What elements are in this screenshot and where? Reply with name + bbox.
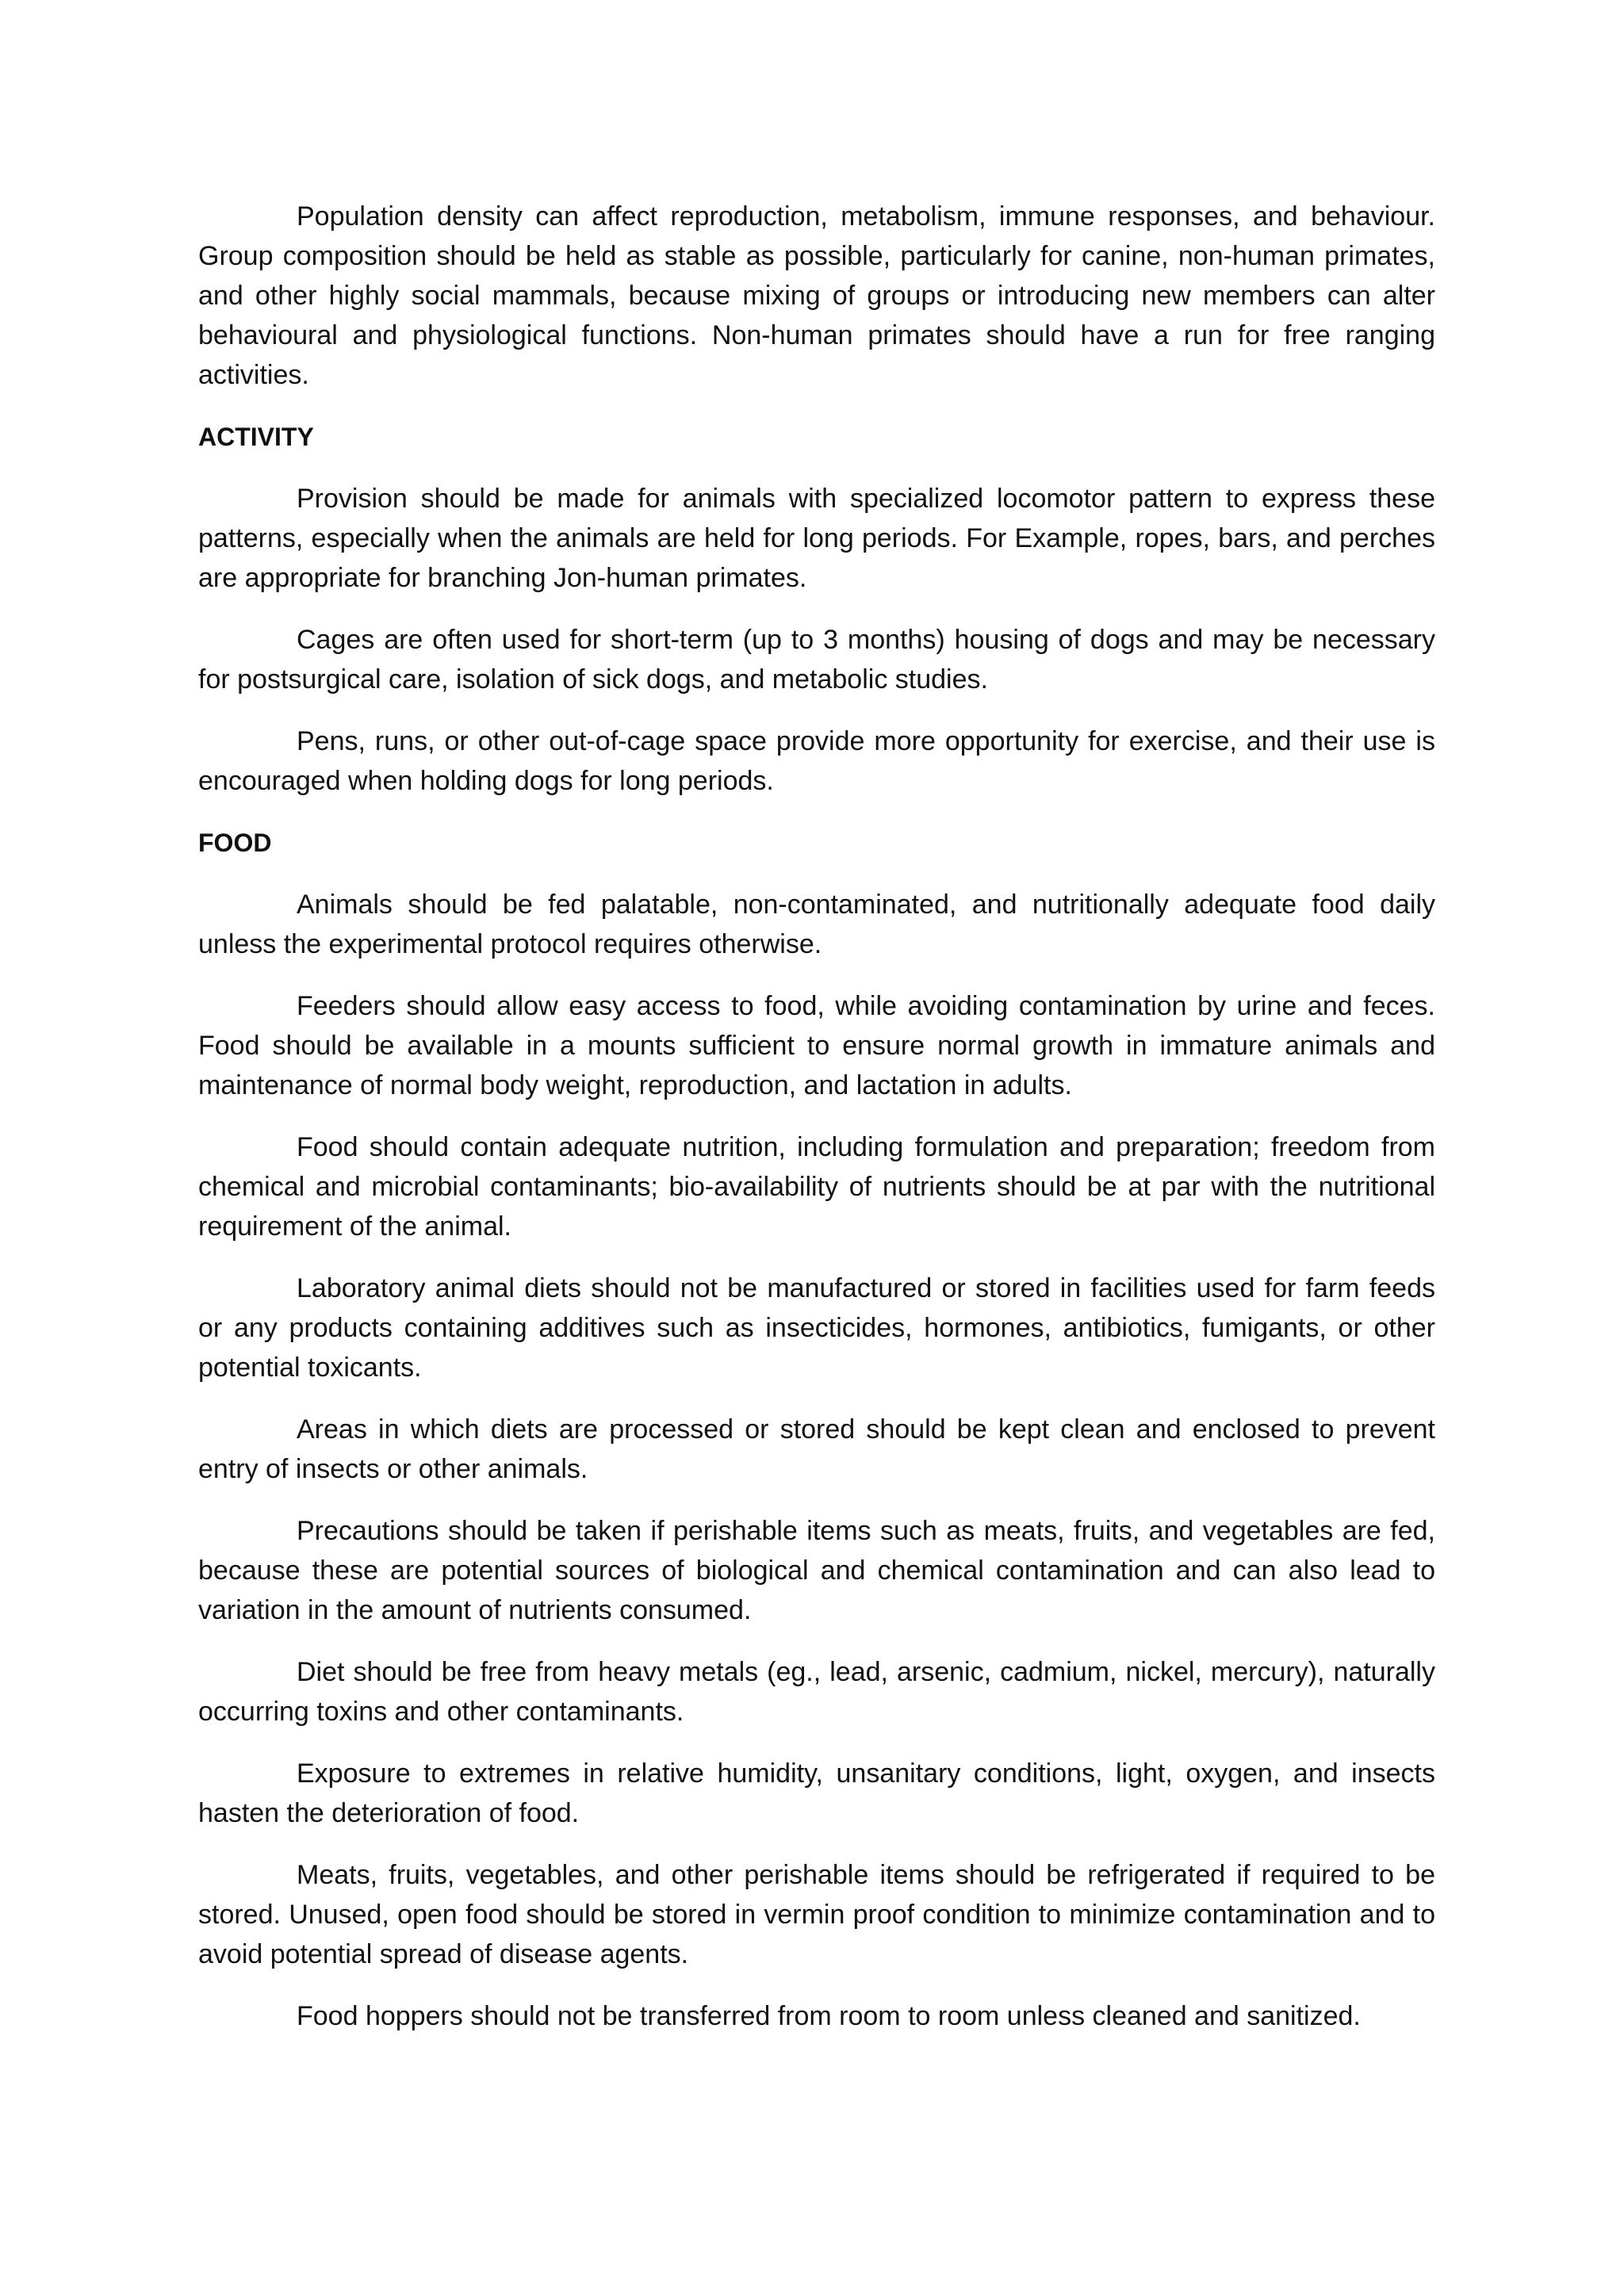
paragraph-heavy-metals: Diet should be free from heavy metals (eg., lead, arsenic, cadmium, nickel, mercury), naturally occurring toxins and other contaminants. xyxy=(198,1657,1435,1727)
paragraph-refrigeration: Meats, fruits, vegetables, and other perishable items should be refrigerated if required to be stored. Unused, open food should be stored in vermin proof condition to minimize contamination and to avoid potential spread of disease agents. xyxy=(198,1860,1435,1969)
paragraph-diet-manufacture: Laboratory animal diets should not be manufactured or stored in facilities used for farm feeds or any products containing additives such as insecticides, hormones, antibiotics, fumigants, or other potential toxicants. xyxy=(198,1273,1435,1383)
paragraph-perishable-precautions: Precautions should be taken if perishable items such as meats, fruits, and vegetables are fed, because these are potential sources of biological and chemical contamination and can also lead to variation in the amount of nutrients consumed. xyxy=(198,1516,1435,1625)
paragraph-feeders: Feeders should allow easy access to food, while avoiding contamination by urine and feces. Food should be available in a mounts sufficient to ensure normal growth in immature animals and maintenance of normal body weight, reproduction, and lactation in adults. xyxy=(198,991,1435,1100)
heading-activity: ACTIVITY xyxy=(198,423,314,451)
paragraph-diet-storage-areas: Areas in which diets are processed or stored should be kept clean and enclosed to prevent entry of insects or other animals. xyxy=(198,1414,1435,1484)
paragraph-pens-runs: Pens, runs, or other out-of-cage space provide more opportunity for exercise, and their use is encouraged when holding dogs for long periods. xyxy=(198,726,1435,796)
paragraph-fed-palatable: Animals should be fed palatable, non-contaminated, and nutritionally adequate food daily unless the experimental protocol requires otherwise. xyxy=(198,890,1435,959)
heading-food: FOOD xyxy=(198,828,272,857)
paragraph-locomotor-pattern: Provision should be made for animals with specialized locomotor pattern to express these patterns, especially when the animals are held for long periods. For Example, ropes, bars, and perches are appropriate for branching Jon-human primates. xyxy=(198,484,1435,593)
paragraph-population-density: Population density can affect reproduction, metabolism, immune responses, and behaviour. Group composition should be held as stable as possible, particularly for canine, non-human primates, and other highly social mammals, because mixing of groups or introducing new members can alter behavioural and physiological functions. Non-human primates should have a run for free ranging activities. xyxy=(198,201,1435,390)
paragraph-adequate-nutrition: Food should contain adequate nutrition, including formulation and preparation; freedom from chemical and microbial contaminants; bio-availability of nutrients should be at par with the nutritional requirement of the animal. xyxy=(198,1132,1435,1242)
paragraph-food-hoppers: Food hoppers should not be transferred from room to room unless cleaned and sanitized. xyxy=(297,2001,1361,2031)
paragraph-deterioration: Exposure to extremes in relative humidity, unsanitary conditions, light, oxygen, and insects hasten the deterioration of food. xyxy=(198,1758,1435,1828)
document-page xyxy=(198,197,1435,2058)
paragraph-cages: Cages are often used for short-term (up to 3 months) housing of dogs and may be necessary for postsurgical care, isolation of sick dogs, and metabolic studies. xyxy=(198,625,1435,695)
